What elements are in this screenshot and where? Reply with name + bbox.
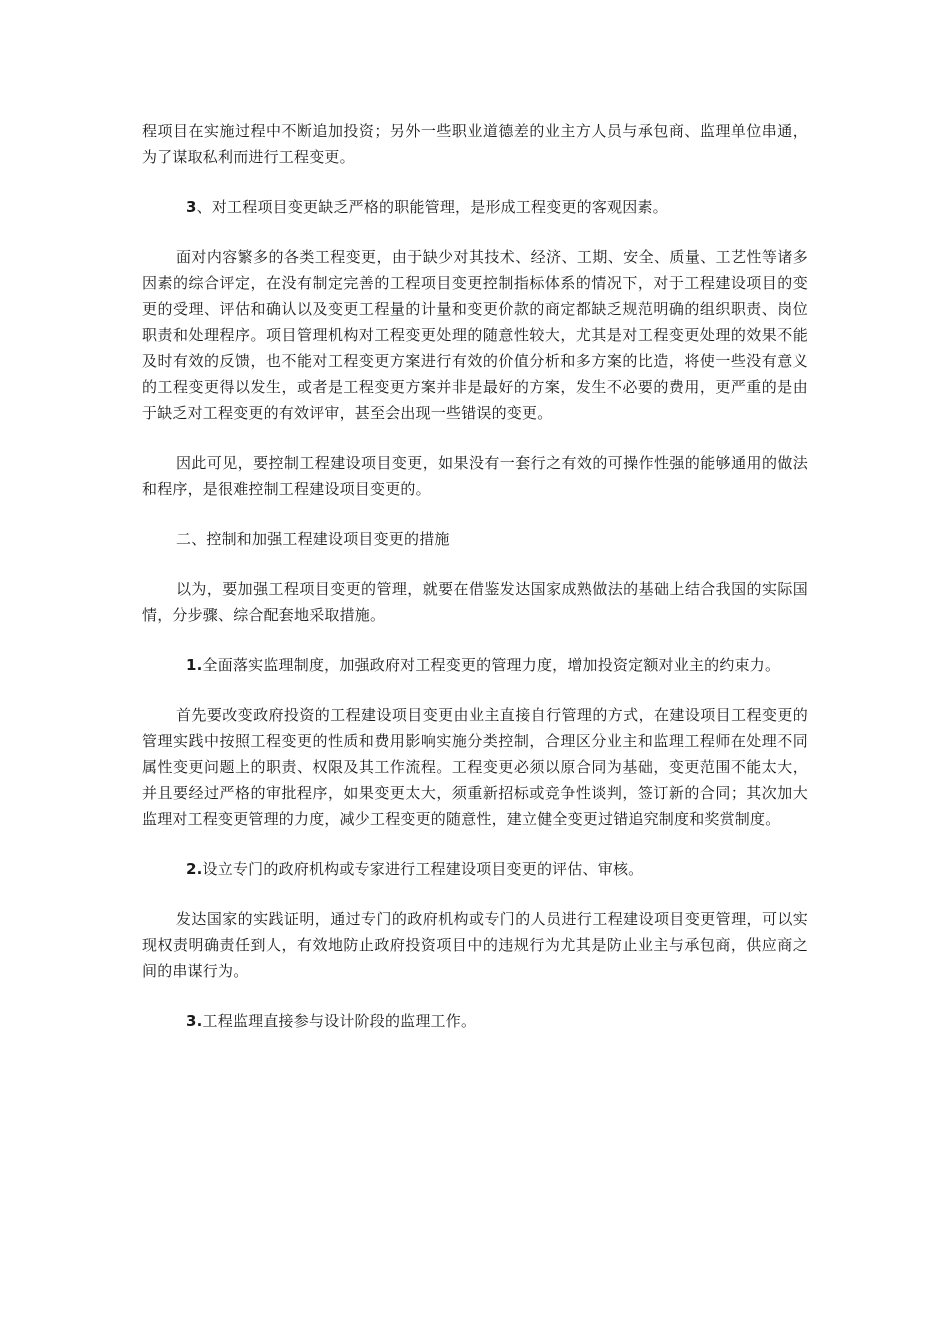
paragraph-continuation: 程项目在实施过程中不断追加投资；另外一些职业道德差的业主方人员与承包商、监理单位串通，为了谋取私利而进行工程变更。 — [142, 122, 808, 166]
subheading-1-supervision — [142, 652, 808, 678]
item-number: 3. — [186, 1012, 203, 1030]
subheading-text: 工程监理直接参与设计阶段的监理工作。 — [202, 1012, 477, 1030]
subheading-text: 、对工程项目变更缺乏严格的职能管理，是形成工程变更的客观因素。 — [196, 198, 668, 216]
subheading-text: 设立专门的政府机构或专家进行工程建设项目变更的评估、审核。 — [202, 860, 644, 878]
paragraph-evaluation: 面对内容繁多的各类工程变更，由于缺少对其技术、经济、工期、安全、质量、工艺性等诸多因素的综合评定，在没有制定完善的工程项目变更控制指标体系的情况下，对于工程建设项目的变更的受理、评估和确认以及变更工程量的计量和变更价款的商定都缺乏规范明确的组织职责、岗位职责和处理程序。项目管理机构对工程变更处理的随意性较大，尤其是对工程变更处理的效果不能及时有效的反馈，也不能对工程变更方案进行有效的价值分析和多方案的比造，将使一些没有意义的工程变更得以发生，或者是工程变更方案并非是最好的方案，发生不必要的费用，更严重的是由于缺乏对工程变更的有效评审，甚至会出现一些错误的变更。 — [142, 248, 808, 422]
paragraph-intro-measures: 以为，要加强工程项目变更的管理，就要在借鉴发达国家成熟做法的基础上结合我国的实际国情，分步骤、综合配套地采取措施。 — [142, 580, 808, 624]
paragraph-agency-detail: 发达国家的实践证明，通过专门的政府机构或专门的人员进行工程建设项目变更管理，可以实现权责明确责任到人，有效地防止政府投资项目中的违规行为尤其是防止业主与承包商，供应商之间的串谋行为。 — [142, 910, 808, 980]
subheading-3-objective-factor — [142, 194, 808, 220]
subheading-2-agency — [142, 856, 808, 882]
item-number: 2. — [186, 860, 203, 878]
subheading-3-design-phase — [142, 1008, 808, 1034]
subheading-text: 全面落实监理制度，加强政府对工程变更的管理力度，增加投资定额对业主的约束力。 — [202, 656, 781, 674]
item-number: 1. — [186, 656, 203, 674]
item-number: 3 — [186, 198, 197, 216]
paragraph-supervision-detail: 首先要改变政府投资的工程建设项目变更由业主直接自行管理的方式，在建设项目工程变更的管理实践中按照工程变更的性质和费用影响实施分类控制，合理区分业主和监理工程师在处理不同属性变更问题上的职责、权限及其工作流程。工程变更必须以原合同为基础，变更范围不能太大，并且要经过严格的审批程序，如果变更太大，须重新招标或竞争性谈判，签订新的合同；其次加大监理对工程变更管理的力度，减少工程变更的随意性，建立健全变更过错追究制度和奖赏制度。 — [142, 706, 808, 828]
section-heading-measures: 二、控制和加强工程建设项目变更的措施 — [176, 530, 450, 548]
paragraph-conclusion: 因此可见，要控制工程建设项目变更，如果没有一套行之有效的可操作性强的能够通用的做法和程序，是很难控制工程建设项目变更的。 — [142, 454, 808, 498]
document-page — [142, 118, 808, 1058]
